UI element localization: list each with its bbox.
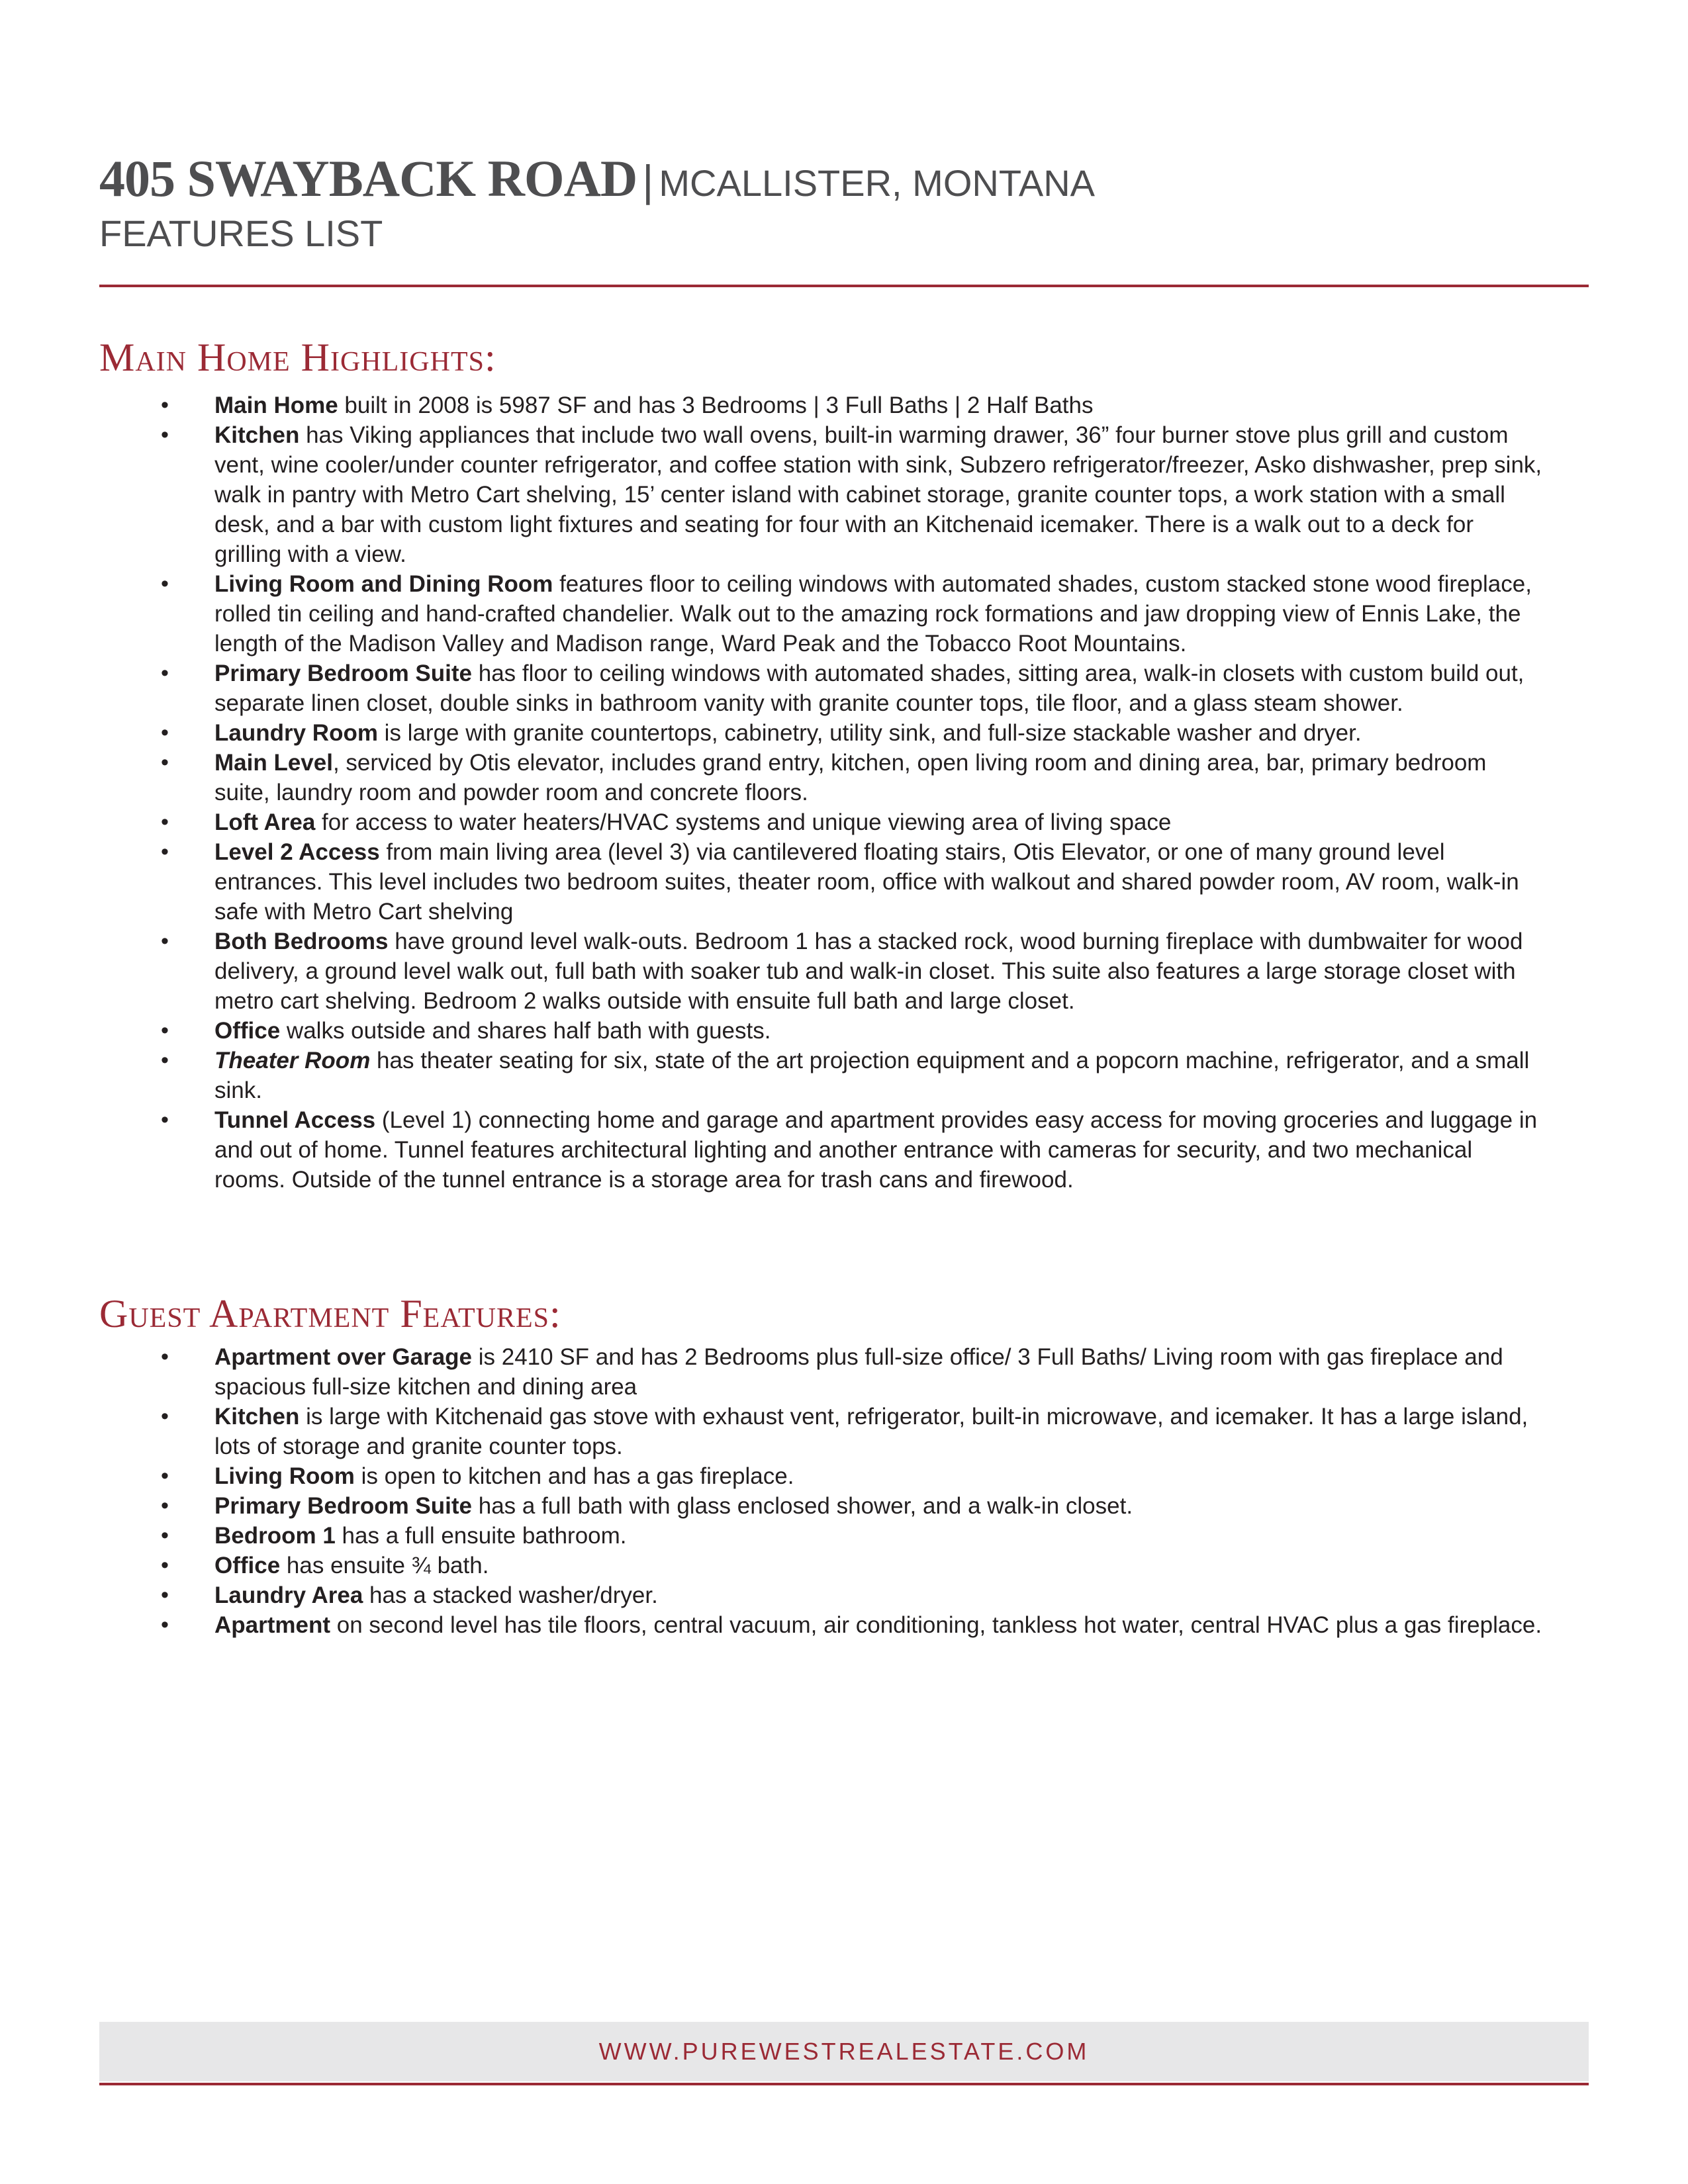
list-item xyxy=(99,748,1542,807)
feature-label: Office xyxy=(214,1018,281,1044)
list-item xyxy=(99,1461,1542,1491)
bullet-icon: • xyxy=(161,1344,169,1369)
document-subtitle: FEATURES LIST xyxy=(99,212,383,254)
feature-label: Level 2 Access xyxy=(214,839,380,865)
list-item xyxy=(99,420,1542,569)
feature-label: Apartment over Garage xyxy=(214,1344,473,1370)
header-divider xyxy=(99,285,1589,287)
feature-label: Both Bedrooms xyxy=(214,929,389,954)
list-item xyxy=(99,1580,1542,1610)
feature-label: Main Level xyxy=(214,750,333,776)
guest-apartment-title: Guest Apartment Features: xyxy=(99,1292,561,1336)
bullet-icon: • xyxy=(161,392,169,418)
feature-label: Living Room xyxy=(214,1463,355,1489)
bullet-icon: • xyxy=(161,809,169,835)
bullet-icon: • xyxy=(161,1018,169,1043)
feature-text: , serviced by Otis elevator, includes grand entry, kitchen, open living room and dining area, bar, primary bedroom suite, laundry room and powder room and concrete floors. xyxy=(214,750,1487,805)
list-item xyxy=(99,1521,1542,1551)
list-item xyxy=(99,1105,1542,1195)
list-item xyxy=(99,1610,1542,1640)
list-item xyxy=(99,1491,1542,1521)
list-item xyxy=(99,1046,1542,1105)
feature-text: is large with granite countertops, cabinetry, utility sink, and full-size stackable washer and dryer. xyxy=(377,720,1362,746)
guest-apartment-list xyxy=(99,1342,1542,1640)
list-item xyxy=(99,1342,1542,1402)
feature-text: is 2410 SF and has 2 Bedrooms plus full-size office/ 3 Full Baths/ Living room with gas fireplace and spacious full-size kitchen and dining area xyxy=(214,1344,1503,1400)
bullet-icon: • xyxy=(161,1612,169,1637)
bullet-icon: • xyxy=(161,750,169,775)
feature-text: has a full ensuite bathroom. xyxy=(335,1523,627,1549)
document-header xyxy=(99,151,1589,257)
feature-text: is large with Kitchenaid gas stove with exhaust vent, refrigerator, built-in microwave, and icemaker. It has a large island, lots of storage and granite counter tops. xyxy=(214,1404,1528,1459)
feature-label: Primary Bedroom Suite xyxy=(214,1493,472,1519)
footer-band xyxy=(99,2022,1589,2081)
list-item xyxy=(99,1016,1542,1046)
property-address: 405 SWAYBACK ROAD xyxy=(99,150,637,207)
feature-text: walks outside and shares half bath with guests. xyxy=(280,1018,771,1044)
property-city: MCALLISTER, MONTANA xyxy=(659,162,1096,204)
list-item xyxy=(99,837,1542,927)
feature-label: Bedroom 1 xyxy=(214,1523,336,1549)
title-separator: | xyxy=(642,156,654,205)
feature-label: Kitchen xyxy=(214,422,300,448)
title-line xyxy=(99,151,1589,206)
feature-label: Apartment xyxy=(214,1612,331,1638)
feature-label: Primary Bedroom Suite xyxy=(214,660,472,686)
feature-label: Loft Area xyxy=(214,809,316,835)
feature-text: has a full bath with glass enclosed shower, and a walk-in closet. xyxy=(472,1493,1133,1519)
feature-text: for access to water heaters/HVAC systems and unique viewing area of living space xyxy=(315,809,1172,835)
bullet-icon: • xyxy=(161,720,169,745)
feature-text: (Level 1) connecting home and garage and apartment provides easy access for moving groceries and luggage in and out of home. Tunnel features architectural lighting and another entrance with cameras for security, and two mechanical rooms. Outside of the tunnel entrance is a storage area for trash cans and firewood. xyxy=(214,1107,1538,1193)
bullet-icon: • xyxy=(161,1404,169,1429)
list-item xyxy=(99,1551,1542,1580)
feature-text: has theater seating for six, state of the art projection equipment and a popcorn machine, refrigerator, and a small sink. xyxy=(214,1048,1530,1103)
bullet-icon: • xyxy=(161,839,169,864)
bullet-icon: • xyxy=(161,1523,169,1548)
bullet-icon: • xyxy=(161,1107,169,1132)
bullet-icon: • xyxy=(161,1582,169,1608)
bullet-icon: • xyxy=(161,571,169,596)
website-link[interactable]: WWW.PUREWESTREALESTATE.COM xyxy=(598,2038,1090,2065)
list-item xyxy=(99,718,1542,748)
feature-label: Main Home xyxy=(214,392,338,418)
main-home-title: Main Home Highlights: xyxy=(99,336,496,379)
list-item xyxy=(99,569,1542,659)
list-item xyxy=(99,1402,1542,1461)
list-item xyxy=(99,807,1542,837)
bullet-icon: • xyxy=(161,422,169,447)
feature-text: built in 2008 is 5987 SF and has 3 Bedrooms | 3 Full Baths | 2 Half Baths xyxy=(338,392,1094,418)
feature-text: on second level has tile floors, central vacuum, air conditioning, tankless hot water, central HVAC plus a gas fireplace. xyxy=(330,1612,1542,1638)
feature-label: Laundry Room xyxy=(214,720,378,746)
bullet-icon: • xyxy=(161,660,169,686)
feature-text: has a stacked washer/dryer. xyxy=(363,1582,658,1608)
feature-label: Tunnel Access xyxy=(214,1107,376,1133)
footer-divider xyxy=(99,2083,1589,2085)
feature-text: has floor to ceiling windows with automated shades, sitting area, walk-in closets with custom build out, separate linen closet, double sinks in bathroom vanity with granite counter tops, tile floor, and a glass steam shower. xyxy=(214,660,1524,716)
bullet-icon: • xyxy=(161,1493,169,1518)
feature-label: Living Room and Dining Room xyxy=(214,571,553,597)
bullet-icon: • xyxy=(161,1463,169,1488)
main-home-list xyxy=(99,390,1542,1195)
feature-text: from main living area (level 3) via cantilevered floating stairs, Otis Elevator, or one of many ground level entrances. This level includes two bedroom suites, theater room, office with walkout and shared powder room, AV room, walk-in safe with Metro Cart shelving xyxy=(214,839,1519,925)
list-item xyxy=(99,659,1542,718)
feature-label: Theater Room xyxy=(214,1048,371,1073)
feature-text: is open to kitchen and has a gas fireplace. xyxy=(354,1463,794,1489)
bullet-icon: • xyxy=(161,1048,169,1073)
feature-text: features floor to ceiling windows with automated shades, custom stacked stone wood fireplace, rolled tin ceiling and hand-crafted chandelier. Walk out to the amazing rock formations and jaw dropping view of Ennis Lake, the length of the Madison Valley and Madison range, Ward Peak and the Tobacco Root Mountains. xyxy=(214,571,1532,657)
feature-text: has ensuite ¾ bath. xyxy=(280,1553,489,1578)
list-item xyxy=(99,390,1542,420)
list-item xyxy=(99,927,1542,1016)
feature-label: Office xyxy=(214,1553,281,1578)
feature-label: Kitchen xyxy=(214,1404,300,1430)
bullet-icon: • xyxy=(161,1553,169,1578)
feature-text: have ground level walk-outs. Bedroom 1 has a stacked rock, wood burning fireplace with dumbwaiter for wood delivery, a ground level walk out, full bath with soaker tub and walk-in closet. This suite also features a large storage closet with metro cart shelving. Bedroom 2 walks outside with ensuite full bath and large closet. xyxy=(214,929,1523,1014)
bullet-icon: • xyxy=(161,929,169,954)
feature-label: Laundry Area xyxy=(214,1582,363,1608)
feature-text: has Viking appliances that include two wall ovens, built-in warming drawer, 36” four burner stove plus grill and custom vent, wine cooler/under counter refrigerator, and coffee station with sink, Subzero refrigerator/freezer, Asko dishwasher, prep sink, walk in pantry with Metro Cart shelving, 15’ center island with cabinet storage, granite counter tops, a work station with a small desk, and a bar with custom light fixtures and seating for four with an Kitchenaid icemaker. There is a walk out to a deck for grilling with a view. xyxy=(214,422,1542,567)
